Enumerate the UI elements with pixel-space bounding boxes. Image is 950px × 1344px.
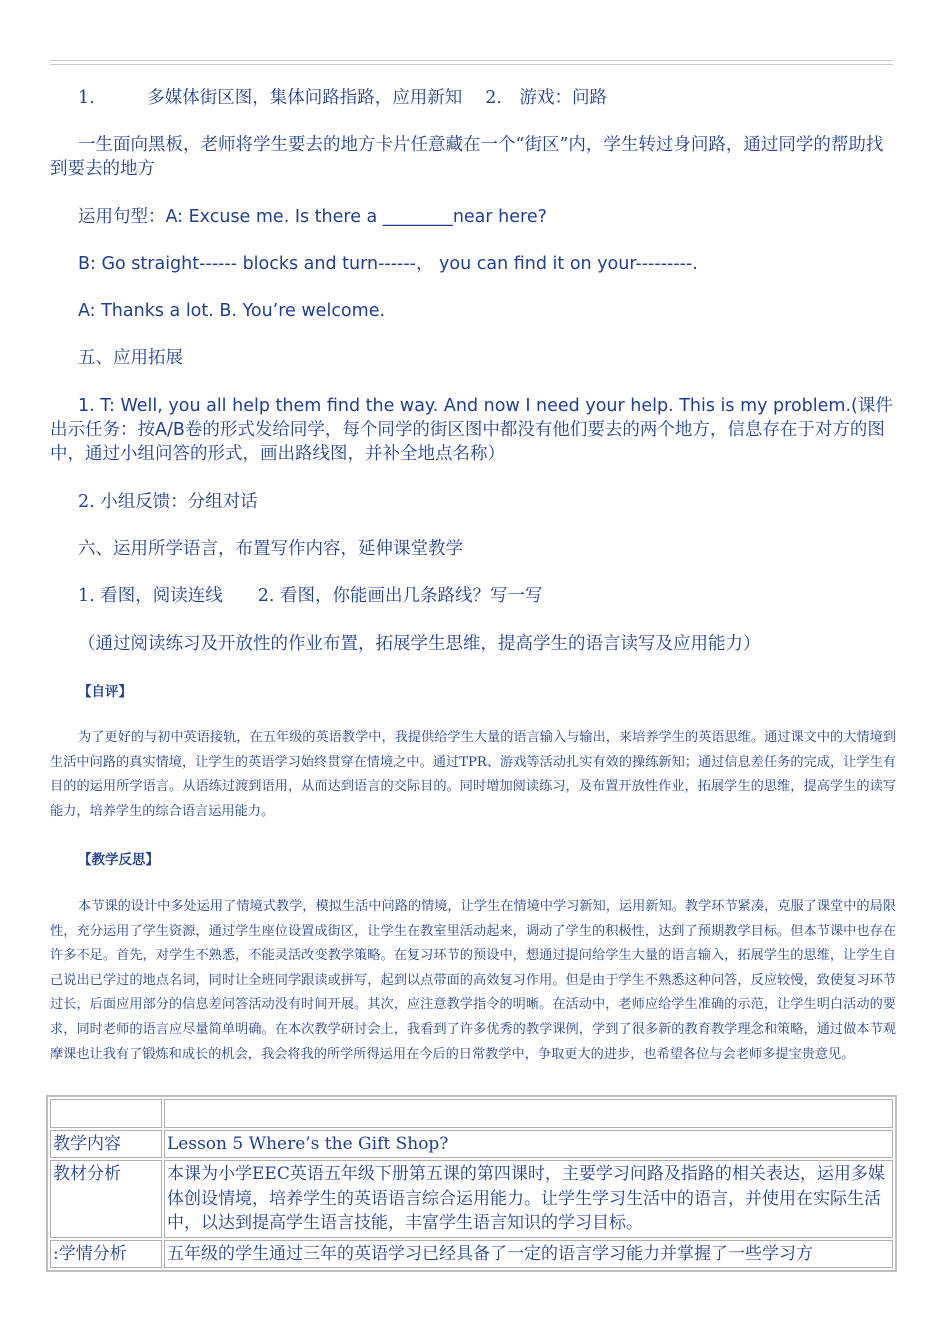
para-answer-b: B: Go straight------ blocks and turn------， you can find it on your---------. — [78, 254, 698, 274]
para-homework-note: （通过阅读练习及开放性的作业布置，拓展学生思维，提高学生的语言读写及应用能力） — [78, 634, 761, 654]
heading-teaching-reflection: 【教学反思】 — [78, 852, 159, 868]
lesson-info-table — [46, 1095, 897, 1272]
para-activity-1-2: 1. 多媒体街区图，集体问路指路，应用新知 2. 游戏：问路 — [78, 88, 607, 108]
table-cell-label: :学情分析 — [50, 1240, 162, 1269]
section-heading-5: 五、应用拓展 — [78, 348, 183, 368]
table-row — [50, 1160, 893, 1238]
para-homework: 1. 看图，阅读连线 2. 看图，你能画出几条路线？写一写 — [78, 586, 543, 606]
table-cell-content — [164, 1099, 893, 1128]
para-group-feedback: 2. 小组反馈：分组对话 — [78, 492, 258, 512]
para-thanks: A: Thanks a lot. B. You’re welcome. — [78, 301, 386, 321]
table-cell-label — [50, 1099, 162, 1128]
heading-self-evaluation: 【自评】 — [78, 684, 132, 700]
table-cell-label: 教学内容 — [50, 1130, 162, 1159]
table-row — [50, 1130, 893, 1159]
teaching-reflection-text: 本节课的设计中多处运用了情境式教学，模拟生活中问路的情境，让学生在情境中学习新知，运用新知。教学环节紧凑，克服了课堂中的局限性，充分运用了学生资源，通过学生座位设置成街区，让学生在教室里活动起来，调动了学生的积极性，达到了预期教学目标。但本节课中也存在许多不足。首先，对学生不熟悉，不能灵活改变教学策略。在复习环节的预设中，想通过提问给学生大量的语言输入，拓展学生的思维，让学生自己说出已学过的地点名词，同时让全班同学跟读或拼写，起到以点带面的高效复习作用。但是由于学生不熟悉这种问答，反应较慢，致使复习环节过长，后面应用部分的信息差问答活动没有时间开展。其次，应注意教学指令的明晰。在活动中，老师应给学生准确的示范，让学生明白活动的要求，同时老师的语言应尽量简单明确。在本次教学研讨会上，我看到了许多优秀的教学课例，学到了很多新的教育教学理念和策略，通过做本节观摩课也让我有了锻炼和成长的机会，我会将我的所学所得运用在今后的日常教学中，争取更大的进步，也希望各位与会老师多提宝贵意见。 — [50, 899, 896, 1062]
para-sentence-pattern: 运用句型：A: Excuse me. Is there a ________near here? — [78, 207, 547, 227]
self-evaluation-text: 为了更好的与初中英语接轨，在五年级的英语教学中，我提供给学生大量的语言输入与输出，来培养学生的英语思维。通过课文中的大情境到生活中问路的真实情境，让学生的英语学习始终贯穿在情境之中。通过TPR、游戏等活动扎实有效的操练新知；通过信息差任务的完成，让学生有目的的运用所学语言。从语练过渡到语用，从而达到语言的交际目的。同时增加阅读练习，及布置开放性作业，拓展学生的思维，提高学生的读写能力，培养学生的综合语言运用能力。 — [50, 730, 896, 819]
top-rule — [50, 60, 893, 65]
table-row — [50, 1099, 893, 1128]
para-task: 1. T: Well, you all help them find the way. And now I need your help. This is my problem.(课件出示任务：按A/B卷的形式发给同学，每个同学的街区图中都没有他们要去的两个地方，信息存在于对方的图中，通过小组问答的形式，画出路线图，并补全地点名称） — [50, 396, 893, 464]
para-game-description: 一生面向黑板，老师将学生要去的地方卡片任意藏在一个“街区”内，学生转过身问路，通过同学的帮助找到要去的地方 — [50, 135, 884, 179]
table-row — [50, 1240, 893, 1269]
table-cell-content: Lesson 5 Where’s the Gift Shop? — [164, 1130, 893, 1159]
table-cell-content: 五年级的学生通过三年的英语学习已经具备了一定的语言学习能力并掌握了一些学习方 — [164, 1240, 893, 1269]
table-cell-content: 本课为小学EEC英语五年级下册第五课的第四课时，主要学习问路及指路的相关表达，运用多媒体创设情境，培养学生的英语语言综合运用能力。让学生学习生活中的语言，并使用在实际生活中，以达到提高学生语言技能，丰富学生语言知识的学习目标。 — [164, 1160, 893, 1238]
table-cell-label: 教材分析 — [50, 1160, 162, 1238]
section-heading-6: 六、运用所学语言，布置写作内容，延伸课堂教学 — [78, 539, 463, 559]
